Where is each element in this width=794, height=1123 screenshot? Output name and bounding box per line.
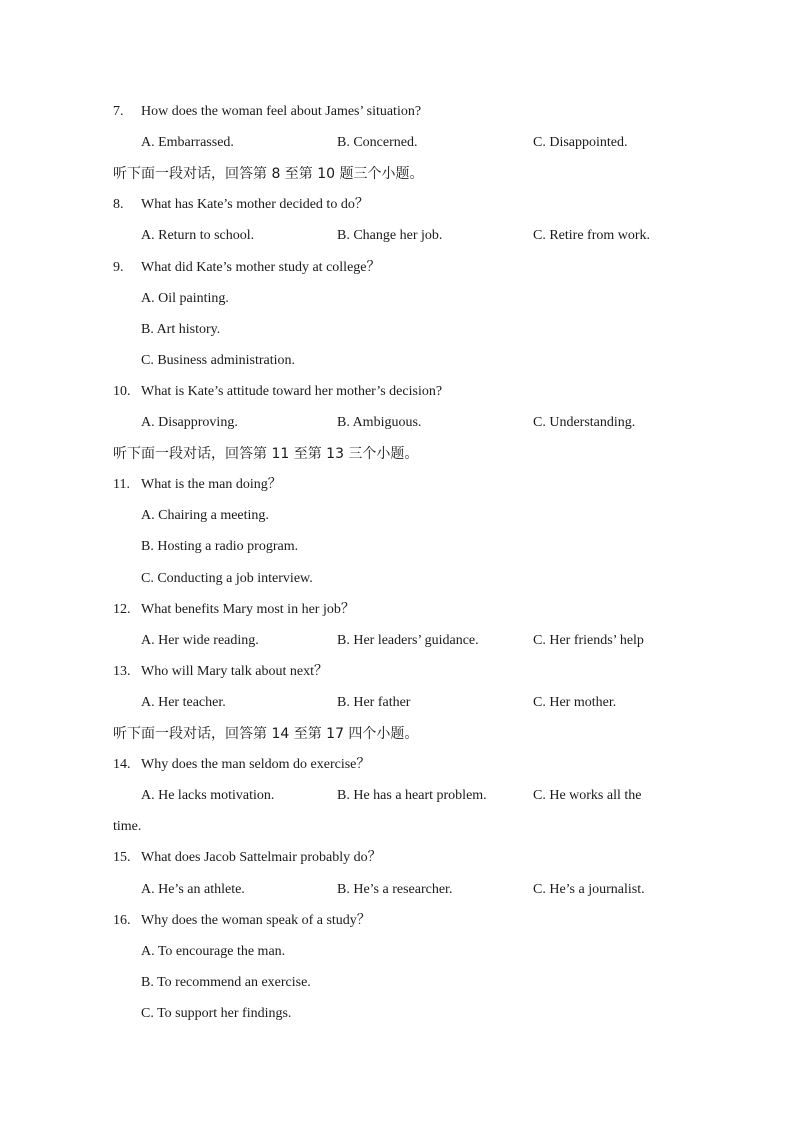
answer-option: B. Her father	[337, 695, 411, 710]
question-number: 13.	[113, 664, 131, 679]
question-number: 15.	[113, 850, 131, 865]
question-text: What benefits Mary most in her job？	[141, 602, 355, 617]
answer-option: B. He’s a researcher.	[337, 882, 453, 897]
answer-option: A. Return to school.	[141, 228, 255, 243]
answer-option: A. He lacks motivation.	[141, 788, 275, 803]
question-number: 11.	[113, 477, 130, 492]
answer-option: C. To support her findings.	[141, 1006, 292, 1021]
question-text: Why does the woman speak of a study？	[141, 913, 371, 928]
question-number: 8.	[113, 197, 124, 212]
section-instruction: 听下面一段对话，回答第 8 至第 10 题三个小题。	[113, 166, 424, 182]
answer-option: B. Ambiguous.	[337, 415, 422, 430]
answer-option: A. Her teacher.	[141, 695, 226, 710]
answer-option: A. Disapproving.	[141, 415, 238, 430]
answer-option: C. Conducting a job interview.	[141, 571, 313, 586]
question-text: Who will Mary talk about next？	[141, 664, 329, 679]
question-text: What has Kate’s mother decided to do？	[141, 197, 369, 212]
answer-option: C. Understanding.	[533, 415, 636, 430]
answer-option: C. Her mother.	[533, 695, 617, 710]
answer-option: C. Disappointed.	[533, 135, 628, 150]
question-number: 16.	[113, 913, 131, 928]
answer-option: B. Her leaders’ guidance.	[337, 633, 479, 648]
question-text: Why does the man seldom do exercise？	[141, 757, 371, 772]
question-number: 9.	[113, 260, 124, 275]
section-instruction: 听下面一段对话，回答第 14 至第 17 四个小题。	[113, 726, 419, 742]
answer-option: A. Oil painting.	[141, 291, 229, 306]
answer-option: A. Embarrassed.	[141, 135, 234, 150]
question-text: What is Kate’s attitude toward her mother’s decision?	[141, 384, 443, 399]
question-number: 7.	[113, 104, 124, 119]
question-text: What is the man doing？	[141, 477, 282, 492]
answer-option: B. To recommend an exercise.	[141, 975, 311, 990]
answer-option: B. Concerned.	[337, 135, 418, 150]
answer-option: A. To encourage the man.	[141, 944, 286, 959]
question-text: How does the woman feel about James’ situation?	[141, 104, 422, 119]
answer-option: C. Retire from work.	[533, 228, 651, 243]
answer-option: B. Change her job.	[337, 228, 443, 243]
answer-option: A. He’s an athlete.	[141, 882, 245, 897]
answer-option: B. Hosting a radio program.	[141, 539, 299, 554]
answer-option: C. He’s a journalist.	[533, 882, 645, 897]
question-text: What did Kate’s mother study at college？	[141, 260, 381, 275]
answer-option: A. Chairing a meeting.	[141, 508, 269, 523]
answer-option: B. Art history.	[141, 322, 221, 337]
answer-option: B. He has a heart problem.	[337, 788, 487, 803]
option-continuation: time.	[113, 819, 142, 834]
answer-option: C. He works all the	[533, 788, 642, 803]
question-number: 12.	[113, 602, 131, 617]
question-number: 14.	[113, 757, 131, 772]
answer-option: C. Business administration.	[141, 353, 295, 368]
answer-option: A. Her wide reading.	[141, 633, 259, 648]
answer-option: C. Her friends’ help	[533, 633, 644, 648]
question-text: What does Jacob Sattelmair probably do？	[141, 850, 382, 865]
section-instruction: 听下面一段对话，回答第 11 至第 13 三个小题。	[113, 446, 419, 462]
question-number: 10.	[113, 384, 131, 399]
